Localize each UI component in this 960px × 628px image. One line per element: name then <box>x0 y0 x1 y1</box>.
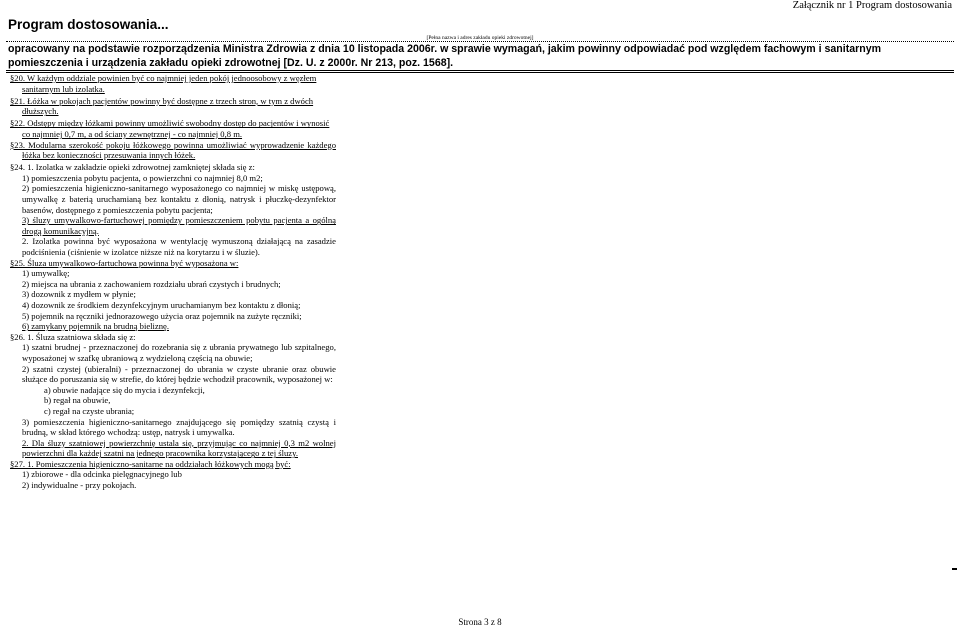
paragraph-24-head: §24. 1. Izolatka w zakładzie opieki zdrowotnej zamkniętej składa się z: <box>10 162 255 173</box>
paragraph-27-head: §27. 1. Pomieszczenia higieniczno-sanitarne na oddziałach łóżkowych mogą być: <box>10 458 291 469</box>
page-number: Strona 3 z 8 <box>458 617 502 627</box>
paragraph-25-item-5: 5) pojemnik na ręczniki jednorazowego użycia oraz pojemnik na zużyte ręczniki; <box>22 310 302 321</box>
paragraph-25-item-4: 4) dozownik ze środkiem dezynfekcyjnym uruchamianym bez kontaktu z dłonią; <box>22 299 301 310</box>
paragraph-24-item-1: 1) pomieszczenia pobytu pacjenta, o powierzchni co najmniej 8,0 m2; <box>22 172 263 183</box>
paragraph-22: §22. Odstępy między łóżkami powinny umożliwić swobodny dostęp do pacjentów i wynosić co najmniej 0,7 m, a od ściany zewnętrznej - co najmniej 0,8 m. <box>10 118 330 139</box>
paragraph-20: §20. W każdym oddziale powinien być co najmniej jeden pokój jednoosobowy z węzłem sanitarnym lub izolatka. <box>10 73 317 94</box>
paragraph-26-item-2a: a) obuwie nadające się do mycia i dezynfekcji, <box>44 384 205 395</box>
paragraph-25-item-1: 1) umywalkę; <box>22 268 70 279</box>
paragraph-26-item-3: 3) pomieszczenia higieniczno-sanitarnego znajdującego się pomiędzy szatnią czystą i brudną, w skład którego wchodzą: ustęp, natrysk i umywalka. <box>22 416 336 438</box>
paragraph-25-item-3: 3) dozownik z mydłem w płynie; <box>22 289 136 300</box>
paragraph-24-section-2: 2. Izolatka powinna być wyposażona w wentylację wymuszoną działającą na zasadzie podciśnienia (ciśnienie w izolatce niższe niż na korytarzu i w śluzie). <box>22 236 336 257</box>
paragraph-24-item-3: 3) śluzy umywalkowo-fartuchowej pomiędzy pomieszczeniem pobytu pacjenta a ogólną drogą komunikacyjną. <box>22 215 336 236</box>
paragraph-25-item-6: 6) zamykany pojemnik na brudną bieliznę. <box>22 321 170 332</box>
regulation-body <box>10 73 336 491</box>
paragraph-25-item-2: 2) miejsca na ubrania z zachowaniem rozdziału ubrań czystych i brudnych; <box>22 278 281 289</box>
paragraph-24-item-2: 2) pomieszczenia higieniczno-sanitarnego wyposażonego co najmniej w miskę ustępową, umywalkę z baterią uruchamianą bez kontaktu z dłonią, natrysk i płuczkę-dezynfektor basenów, dostępnego z pomieszczenia pobytu pacjenta; <box>22 183 336 215</box>
institution-dotted-line <box>6 41 954 42</box>
paragraph-27-item-1: 1) zbiorowe - dla odcinka pielęgnacyjnego lub <box>22 469 182 480</box>
institution-label: [Pełna nazwa i adres zakładu opieki zdrowotnej] <box>426 35 534 41</box>
attachment-label: Załącznik nr 1 Program dostosowania <box>792 0 952 11</box>
paragraph-25-head: §25. Śluza umywalkowo-fartuchowa powinna być wyposażona w: <box>10 257 239 268</box>
corner-mark <box>952 568 957 570</box>
paragraph-26-item-2c: c) regał na czyste ubrania; <box>44 405 135 416</box>
paragraph-26-item-1: 1) szatni brudnej - przeznaczonej do rozebrania się z ubrania prywatnego lub szpitalnego, wyposażonej w szafkę ubraniową z wydzieloną częścią na obuwie; <box>22 342 336 363</box>
paragraph-26-head: §26. 1. Śluza szatniowa składa się z: <box>10 331 136 342</box>
paragraph-26-item-2b: b) regał na obuwie, <box>44 395 111 406</box>
paragraph-23: §23. Modularna szerokość pokoju łóżkowego powinna umożliwiać wyprowadzenie każdego łóżka bez konieczności przesuwania innych łóżek. <box>10 139 336 161</box>
paragraph-26-item-2: 2) szatni czystej (ubieralni) - przeznaczonej do ubrania w czyste ubranie oraz obuwie służące do poruszania się w strefie, do której będzie wchodził pracownik, wyposażonej w: <box>22 363 336 385</box>
paragraph-27-item-2: 2) indywidualne - przy pokojach. <box>22 480 137 491</box>
paragraph-21: §21. Łóżka w pokojach pacjentów powinny być dostępne z trzech stron, w tym z dwóch dłuższych. <box>10 95 314 117</box>
document-title: Program dostosowania... <box>8 17 169 32</box>
legal-basis-header: opracowany na podstawie rozporządzenia Ministra Zdrowia z dnia 10 listopada 2006r. w sprawie wymagań, jakim powinny odpowiadać pod względem fachowym i sanitarnym pomieszczenia i urządzenia zakładu opieki zdrowotnej [Dz. U. z 2000r. Nr 213, poz. 1568]. <box>8 43 882 69</box>
paragraph-26-section-2: 2. Dla śluzy szatniowej powierzchnię ustala się, przyjmując co najmniej 0,3 m2 wolnej powierzchni dla każdej szatni na jednego pracownika korzystającego z tej śluzy. <box>22 437 336 459</box>
header-rule <box>6 70 954 71</box>
